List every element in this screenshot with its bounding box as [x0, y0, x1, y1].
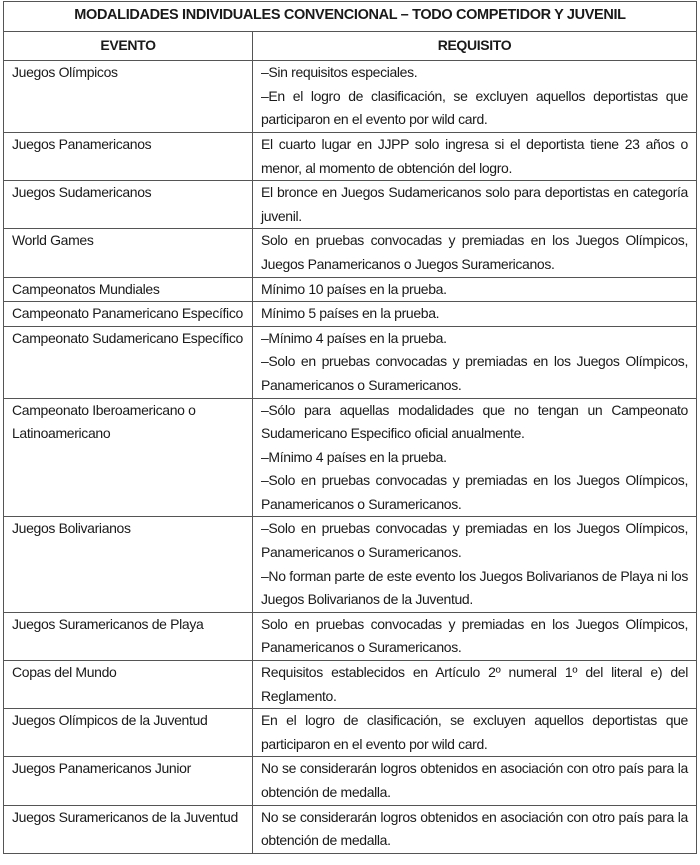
- evento-cell: World Games: [4, 229, 253, 277]
- requisito-cell: [253, 61, 697, 133]
- requisito-item: Solo en pruebas convocadas y premiadas en los Juegos Olímpicos, Panamericanos o Suramericanos.: [261, 615, 688, 656]
- requirements-table: [3, 1, 697, 854]
- requisito-item: –Mínimo 4 países en la prueba.: [261, 448, 447, 465]
- requisito-item: Solo en pruebas convocadas y premiadas en los Juegos Olímpicos, Juegos Panamericanos o Juegos Suramericanos.: [261, 232, 688, 272]
- requisito-item: –Mínimo 4 países en la prueba.: [261, 329, 447, 346]
- requisito-item: –Solo en pruebas convocadas y premiadas en los Juegos Olímpicos, Panamericanos o Suramericanos.: [261, 472, 688, 512]
- requisito-cell: [253, 132, 697, 180]
- requisito-cell: [253, 661, 697, 709]
- requisito-cell: [253, 229, 697, 277]
- requisito-cell: [253, 805, 697, 853]
- table-row: [4, 229, 697, 277]
- table-row: [4, 326, 697, 398]
- table-row: [4, 302, 697, 327]
- requisito-item: –Solo en pruebas convocadas y premiadas en los Juegos Olímpicos, Panamericanos o Suramericanos.: [261, 520, 688, 561]
- requisito-item: Mínimo 10 países en la prueba.: [261, 280, 447, 297]
- evento-cell: Juegos Sudamericanos: [4, 181, 253, 229]
- evento-cell: Juegos Olímpicos: [4, 61, 253, 133]
- requisito-item: El bronce en Juegos Sudamericanos solo para deportistas en categoría juvenil.: [261, 184, 688, 224]
- evento-cell: Juegos Panamericanos Junior: [4, 757, 253, 805]
- requisito-item: –Sólo para aquellas modalidades que no tengan un Campeonato Sudamericano Especifico oficial anualmente.: [261, 401, 688, 442]
- requisito-item: No se considerarán logros obtenidos en asociación con otro país para la obtención de medalla.: [261, 808, 688, 849]
- evento-cell: Juegos Suramericanos de Playa: [4, 612, 253, 660]
- evento-cell: Campeonato Sudamericano Específico: [4, 326, 253, 398]
- requisito-cell: [253, 612, 697, 660]
- header-requisito: REQUISITO: [253, 31, 697, 61]
- evento-cell: Campeonato Panamericano Específico: [4, 302, 253, 327]
- table-row: [4, 181, 697, 229]
- requisito-cell: [253, 326, 697, 398]
- requisito-item: El cuarto lugar en JJPP solo ingresa si el deportista tiene 23 años o menor, al momento de obtención del logro.: [261, 135, 688, 176]
- evento-cell: Campeonato Iberoamericano o Latinoamericano: [4, 398, 253, 517]
- requisito-item: Requisitos establecidos en Artículo 2º numeral 1º del literal e) del Reglamento.: [261, 664, 688, 704]
- evento-cell: Campeonatos Mundiales: [4, 277, 253, 302]
- evento-cell: Juegos Suramericanos de la Juventud: [4, 805, 253, 853]
- requisito-item: –Sin requisitos especiales.: [261, 64, 418, 81]
- requisito-item: –En el logro de clasificación, se excluyen aquellos deportistas que participaron en el evento por wild card.: [261, 87, 688, 128]
- requisito-cell: [253, 757, 697, 805]
- header-row: [4, 31, 697, 61]
- evento-cell: Juegos Panamericanos: [4, 132, 253, 180]
- evento-cell: Juegos Olímpicos de la Juventud: [4, 709, 253, 757]
- table-row: [4, 277, 697, 302]
- requisito-cell: [253, 398, 697, 517]
- table-row: [4, 805, 697, 853]
- evento-cell: Copas del Mundo: [4, 661, 253, 709]
- table-row: [4, 709, 697, 757]
- table-row: [4, 398, 697, 517]
- table-title: MODALIDADES INDIVIDUALES CONVENCIONAL – TODO COMPETIDOR Y JUVENIL: [4, 2, 697, 32]
- header-evento: EVENTO: [4, 31, 253, 61]
- table-row: [4, 757, 697, 805]
- requisito-cell: [253, 181, 697, 229]
- table-row: [4, 661, 697, 709]
- requisito-item: –Solo en pruebas convocadas y premiadas en los Juegos Olímpicos, Panamericanos o Suramericanos.: [261, 353, 688, 393]
- title-row: [4, 2, 697, 32]
- requisito-cell: [253, 709, 697, 757]
- requisito-item: En el logro de clasificación, se excluyen aquellos deportistas que participaron en el evento por wild card.: [261, 712, 688, 752]
- requisito-item: No se considerarán logros obtenidos en asociación con otro país para la obtención de medalla.: [261, 760, 688, 800]
- table-row: [4, 132, 697, 180]
- requisito-item: –No forman parte de este evento los Juegos Bolivarianos de Playa ni los Juegos Bolivarianos de la Juventud.: [261, 567, 688, 608]
- table-row: [4, 517, 697, 612]
- requisito-cell: [253, 277, 697, 302]
- requisito-cell: [253, 517, 697, 612]
- requisito-cell: [253, 302, 697, 327]
- table-row: [4, 61, 697, 133]
- table-row: [4, 612, 697, 660]
- requisito-item: Mínimo 5 países en la prueba.: [261, 305, 440, 322]
- evento-cell: Juegos Bolivarianos: [4, 517, 253, 612]
